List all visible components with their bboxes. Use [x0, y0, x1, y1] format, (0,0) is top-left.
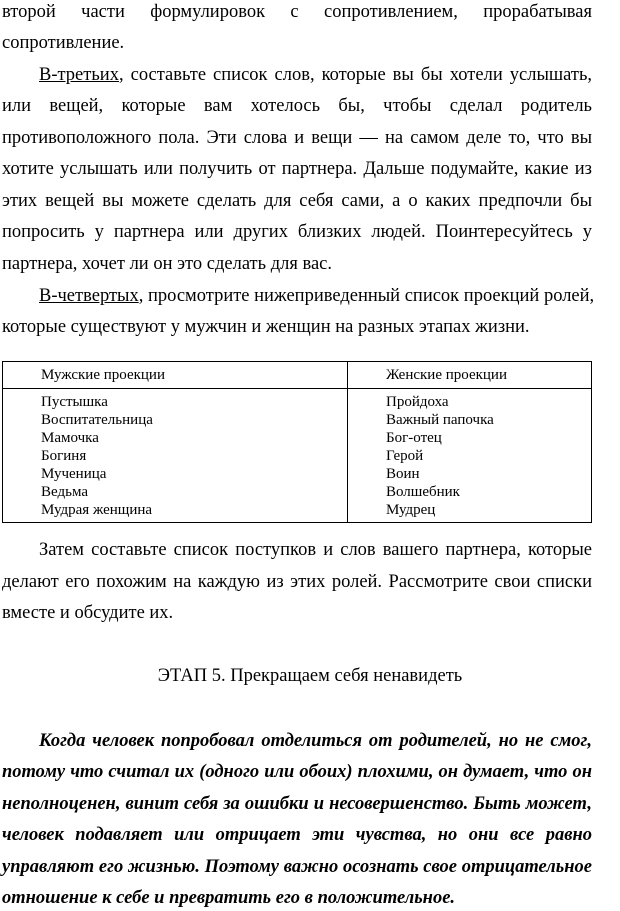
paragraph-2-line-5: этих вещей вы можете сделать для себя сами, а о каких предпочли бы	[2, 191, 592, 211]
paragraph-3-lead: В-четвертых	[39, 286, 139, 306]
list-item: Воин	[386, 466, 420, 482]
paragraph-2-line-1	[39, 63, 592, 87]
table-body-row	[3, 389, 592, 523]
paragraph-5-line-4: человек подавляет или отрицает эти чувства, но они все равно	[2, 825, 592, 845]
projections-table	[2, 361, 592, 523]
list-item: Важный папочка	[386, 412, 494, 428]
paragraph-5-line-6: отношение к себе и превратить его в положительное.	[2, 888, 456, 908]
female-projections-list	[348, 389, 592, 523]
paragraph-2-line-2: или вещей, которые вам хотелось бы, чтобы сделал родитель	[2, 96, 592, 116]
paragraph-4-line-3: вместе и обсудите их.	[2, 603, 174, 623]
paragraph-5-line-2: потому что считал их (одного или обоих) плохими, он думает, что он	[2, 762, 592, 782]
paragraph-3-line-1-rest: , просмотрите нижеприведенный список проекций ролей,	[138, 286, 595, 306]
paragraph-2-line-6: попросить у партнера или других близких людей. Поинтересуйтесь у	[2, 222, 592, 242]
paragraph-1-line-2: сопротивление.	[2, 33, 125, 53]
paragraph-2-line-4: хотите услышать или получить от партнера. Дальше подумайте, какие из	[2, 159, 592, 179]
list-item: Мамочка	[41, 430, 99, 446]
paragraph-4-line-1: Затем составьте список поступков и слов вашего партнера, которые	[39, 540, 592, 560]
paragraph-5-line-1: Когда человек попробовал отделиться от родителей, но не смог,	[39, 731, 592, 751]
paragraph-2-line-7: партнера, хочет ли он это сделать для вас.	[2, 254, 333, 274]
list-item: Пройдоха	[386, 394, 449, 410]
male-projections-header: Мужские проекции	[3, 362, 348, 389]
male-projections-list	[3, 389, 348, 523]
paragraph-2-lead: В-третьих	[39, 65, 119, 85]
paragraph-3-line-1	[39, 284, 595, 308]
paragraph-1-line-1: второй части формулировок с сопротивлением, прорабатывая	[2, 2, 592, 22]
list-item: Пустышка	[41, 394, 108, 410]
paragraph-2-line-1-rest: , составьте список слов, которые вы бы хотели услышать,	[118, 65, 592, 85]
list-item: Бог-отец	[386, 430, 442, 446]
paragraph-3-line-2: которые существуют у мужчин и женщин на разных этапах жизни.	[2, 317, 530, 337]
list-item: Богиня	[41, 448, 87, 464]
table-header-row	[3, 362, 592, 389]
paragraph-4-line-2: делают его похожим на каждую из этих ролей. Рассмотрите свои списки	[2, 572, 592, 592]
list-item: Мудрец	[386, 502, 436, 518]
paragraph-5-line-3: неполноценен, винит себя за ошибки и несовершенство. Быть может,	[2, 794, 592, 814]
list-item: Мудрая женщина	[41, 502, 153, 518]
list-item: Герой	[386, 448, 424, 464]
list-item: Волшебник	[386, 484, 460, 500]
paragraph-5-line-5: управляют его жизнью. Поэтому важно осознать свое отрицательное	[2, 857, 592, 877]
paragraph-2-line-3: противоположного пола. Эти слова и вещи — на самом деле то, что вы	[2, 128, 592, 148]
list-item: Мученица	[41, 466, 107, 482]
list-item: Воспитательница	[41, 412, 153, 428]
female-projections-header: Женские проекции	[348, 362, 592, 389]
list-item: Ведьма	[41, 484, 88, 500]
stage-heading: ЭТАП 5. Прекращаем себя ненавидеть	[157, 666, 463, 686]
